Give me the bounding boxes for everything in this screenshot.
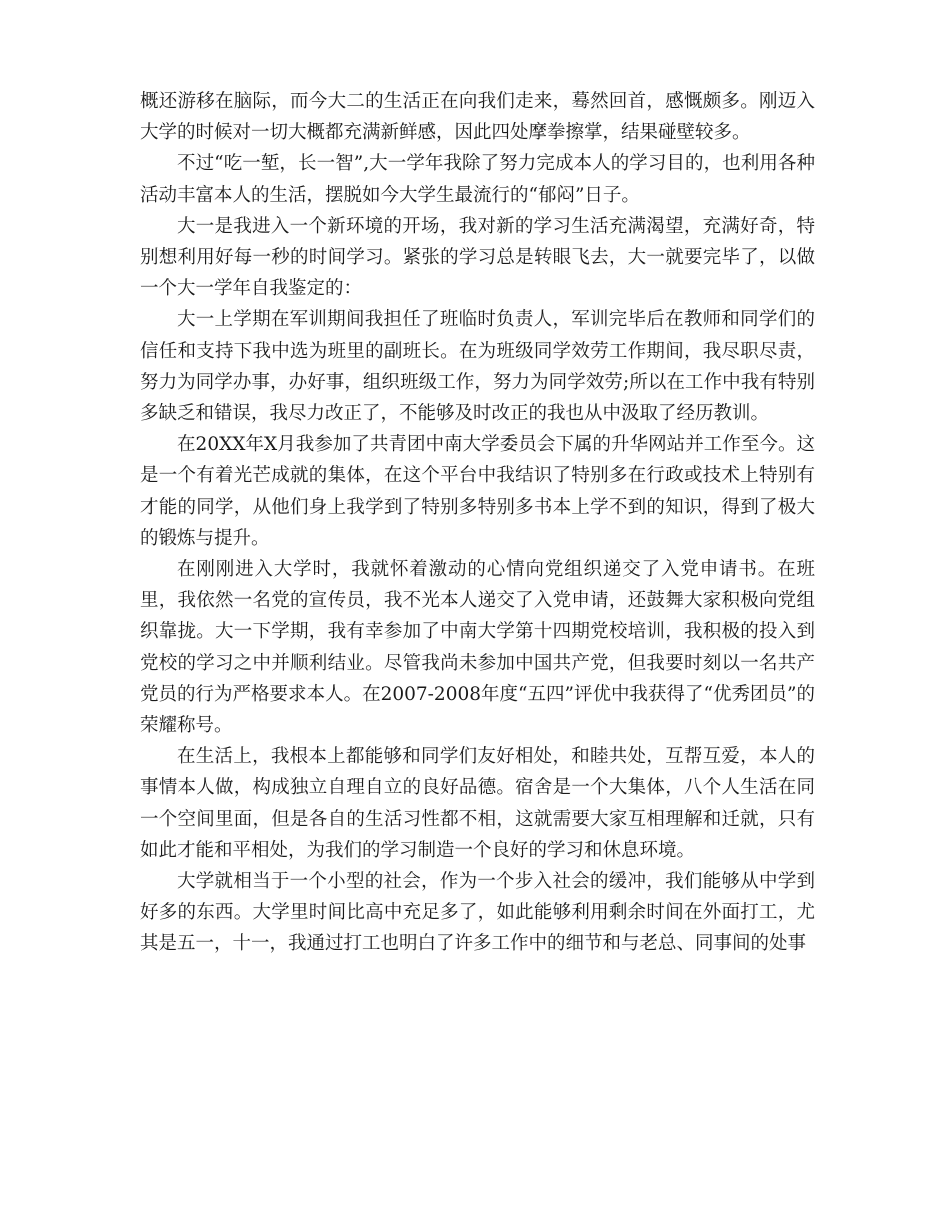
document-body [140,86,815,960]
paragraph-7: 在生活上，我根本上都能够和同学们友好相处，和睦共处，互帮互爱，本人的事情本人做，构成独立自理自立的良好品德。宿舍是一个大集体，八个人生活在同一个空间里面，但是各自的生活习性都不相，这就需要大家互相理解和迁就，只有如此才能和平相处，为我们的学习制造一个良好的学习和休息环境。 [140,746,815,861]
paragraph-4: 大一上学期在军训期间我担任了班临时负责人，军训完毕后在教师和同学们的信任和支持下我中选为班里的副班长。在为班级同学效劳工作期间，我尽职尽责，努力为同学办事，办好事，组织班级工作，努力为同学效劳;所以在工作中我有特别多缺乏和错误，我尽力改正了，不能够及时改正的我也从中汲取了经历教训。 [140,309,815,425]
paragraph-6: 在刚刚进入大学时，我就怀着激动的心情向党组织递交了入党申请书。在班里，我依然一名党的宣传员，我不光本人递交了入党申请，还鼓舞大家积极向党组织靠拢。大一下学期，我有幸参加了中南大学第十四期党校培训，我积极的投入到党校的学习之中并顺利结业。尽管我尚未参加中国共产党，但我要时刻以一名共产党员的行为严格要求本人。在2007-2008年度“五四”评优中我获得了“优秀团员”的荣耀称号。 [140,559,815,737]
paragraph-2: 不过“吃一堑，长一智”,大一学年我除了努力完成本人的学习目的，也利用各种活动丰富本人的生活，摆脱如今大学生最流行的“郁闷”日子。 [140,153,815,206]
paragraph-3: 大一是我进入一个新环境的开场，我对新的学习生活充满渴望，充满好奇，特别想利用好每一秒的时间学习。紧张的学习总是转眼飞去，大一就要完毕了，以做一个大一学年自我鉴定的： [140,215,815,300]
paragraph-8: 大学就相当于一个小型的社会，作为一个步入社会的缓冲，我们能够从中学到好多的东西。大学里时间比高中充足多了，如此能够利用剩余时间在外面打工，尤其是五一，十一，我通过打工也明白了许多工作中的细节和与老总、同事间的处事 [140,871,815,955]
paragraph-5: 在20XX年X月我参加了共青团中南大学委员会下属的升华网站并工作至今。这是一个有着光芒成就的集体，在这个平台中我结识了特别多在行政或技术上特别有才能的同学，从他们身上我学到了特别多特别多书本上学不到的知识，得到了极大的锻炼与提升。 [140,434,815,549]
paragraph-1: 概还游移在脑际，而今大二的生活正在向我们走来，蓦然回首，感慨颇多。刚迈入大学的时候对一切大概都充满新鲜感，因此四处摩拳擦掌，结果碰壁较多。 [140,91,815,144]
